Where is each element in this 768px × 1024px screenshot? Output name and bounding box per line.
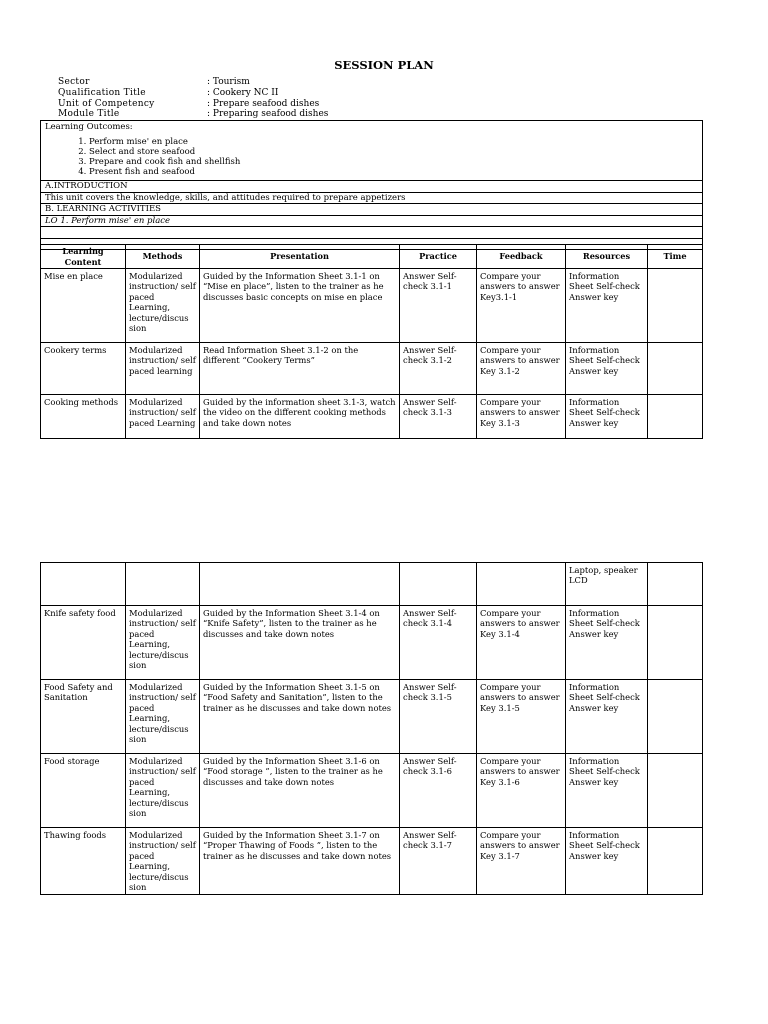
cell-time [648, 680, 703, 754]
learning-outcome-item: 1. Perform mise' en place [89, 137, 698, 147]
meta-row-qualification [58, 88, 328, 99]
cell-resources: Laptop, speaker LCD [566, 563, 648, 606]
meta-value: : Cookery NC II [207, 87, 279, 98]
cell-methods: Modularized instruction/ self paced Learning, lecture/discus sion [126, 680, 200, 754]
cell-practice [400, 563, 477, 606]
meta-label: Unit of Competency [58, 98, 155, 109]
meta-row-competency [58, 99, 328, 110]
cell-feedback [477, 563, 566, 606]
cell-feedback: Compare your answers to answer Key 3.1-4 [477, 606, 566, 680]
page-title: SESSION PLAN [334, 58, 434, 72]
cell-practice: Answer Self-check 3.1-2 [400, 343, 477, 395]
cell-content: Food storage [41, 754, 126, 828]
cell-feedback: Compare your answers to answer Key3.1-1 [477, 269, 566, 343]
learning-outcomes-label: Learning Outcomes: [45, 122, 133, 132]
cell-practice: Answer Self-check 3.1-6 [400, 754, 477, 828]
table-row [41, 680, 703, 754]
header-methods: Methods [126, 245, 200, 269]
cell-presentation [200, 563, 400, 606]
cell-practice: Answer Self-check 3.1-4 [400, 606, 477, 680]
cell-content: Knife safety food [41, 606, 126, 680]
header-feedback: Feedback [477, 245, 566, 269]
cell-methods: Modularized instruction/ self paced Learning, lecture/discus sion [126, 269, 200, 343]
learning-outcome-item: 2. Select and store seafood [89, 147, 698, 157]
meta-value: : Prepare seafood dishes [207, 98, 320, 109]
cell-practice: Answer Self-check 3.1-3 [400, 395, 477, 439]
cell-practice: Answer Self-check 3.1-5 [400, 680, 477, 754]
cell-time [648, 343, 703, 395]
table-row [41, 395, 703, 439]
cell-methods: Modularized instruction/ self paced learning [126, 343, 200, 395]
cell-time [648, 563, 703, 606]
cell-methods: Modularized instruction/ self paced Learning [126, 395, 200, 439]
activities-table-continued [40, 562, 703, 895]
meta-row-module [58, 109, 328, 120]
lo1-heading: LO 1. Perform mise' en place [41, 216, 702, 228]
cell-methods: Modularized instruction/ self paced Learning, lecture/discus sion [126, 828, 200, 895]
cell-time [648, 395, 703, 439]
learning-outcome-item: 4. Present fish and seafood [89, 167, 698, 177]
cell-feedback: Compare your answers to answer Key 3.1-3 [477, 395, 566, 439]
header-time: Time [648, 245, 703, 269]
table-row [41, 606, 703, 680]
cell-resources: Information Sheet Self-check Answer key [566, 754, 648, 828]
learning-outcome-item: 3. Prepare and cook fish and shellfish [89, 157, 698, 167]
cell-practice: Answer Self-check 3.1-1 [400, 269, 477, 343]
cell-presentation: Guided by the Information Sheet 3.1-4 on “Knife Safety”, listen to the trainer as he discusses and take down notes [200, 606, 400, 680]
cell-methods [126, 563, 200, 606]
cell-presentation: Guided by the information sheet 3.1-3, watch the video on the different cooking methods and take down notes [200, 395, 400, 439]
cell-time [648, 754, 703, 828]
cell-content: Cooking methods [41, 395, 126, 439]
cell-time [648, 269, 703, 343]
cell-content: Mise en place [41, 269, 126, 343]
activities-table [40, 244, 703, 439]
meta-label: Qualification Title [58, 87, 146, 98]
cell-feedback: Compare your answers to answer Key 3.1-2 [477, 343, 566, 395]
cell-resources: Information Sheet Self-check Answer key [566, 269, 648, 343]
cell-feedback: Compare your answers to answer Key 3.1-5 [477, 680, 566, 754]
cell-feedback: Compare your answers to answer Key 3.1-7 [477, 828, 566, 895]
table-row [41, 269, 703, 343]
meta-value: : Tourism [207, 77, 250, 87]
cell-presentation: Guided by the Information Sheet 3.1-1 on “Mise en place”, listen to the trainer as he discusses basic concepts on mise en place [200, 269, 400, 343]
cell-content: Thawing foods [41, 828, 126, 895]
cell-content [41, 563, 126, 606]
cell-content: Food Safety and Sanitation [41, 680, 126, 754]
meta-label: Sector [58, 77, 90, 87]
learning-activities-heading: B. LEARNING ACTIVITIES [41, 204, 702, 216]
plan-outline-box [40, 120, 703, 250]
cell-feedback: Compare your answers to answer Key 3.1-6 [477, 754, 566, 828]
plan-metadata [58, 77, 328, 120]
cell-resources: Information Sheet Self-check Answer key [566, 606, 648, 680]
cell-methods: Modularized instruction/ self paced Learning, lecture/discus sion [126, 606, 200, 680]
table-row [41, 754, 703, 828]
introduction-heading: A.INTRODUCTION [41, 181, 702, 193]
cell-presentation: Guided by the Information Sheet 3.1-7 on “Proper Thawing of Foods ”, listen to the trainer as he discusses and take down notes [200, 828, 400, 895]
header-learning-content: Learning Content [41, 245, 126, 269]
cell-content: Cookery terms [41, 343, 126, 395]
cell-resources: Information Sheet Self-check Answer key [566, 828, 648, 895]
meta-value: : Preparing seafood dishes [207, 109, 329, 120]
blank-row [41, 227, 702, 239]
header-practice: Practice [400, 245, 477, 269]
cell-resources: Information Sheet Self-check Answer key [566, 680, 648, 754]
header-presentation: Presentation [200, 245, 400, 269]
cell-resources: Information Sheet Self-check Answer key [566, 343, 648, 395]
introduction-text: This unit covers the knowledge, skills, and attitudes required to prepare appetizers [41, 193, 702, 205]
learning-outcomes-list [45, 137, 698, 178]
cell-time [648, 828, 703, 895]
cell-practice: Answer Self-check 3.1-7 [400, 828, 477, 895]
meta-label: Module Title [58, 109, 120, 120]
cell-presentation: Read Information Sheet 3.1-2 on the different “Cookery Terms” [200, 343, 400, 395]
cell-resources: Information Sheet Self-check Answer key [566, 395, 648, 439]
cell-presentation: Guided by the Information Sheet 3.1-5 on “Food Safety and Sanitation”, listen to the trainer as he discusses and take down notes [200, 680, 400, 754]
cell-time [648, 606, 703, 680]
header-resources: Resources [566, 245, 648, 269]
cell-presentation: Guided by the Information Sheet 3.1-6 on “Food storage ”, listen to the trainer as he discusses and take down notes [200, 754, 400, 828]
table-header-row [41, 245, 703, 269]
meta-row-sector [58, 77, 328, 88]
table-row [41, 563, 703, 606]
table-row [41, 343, 703, 395]
cell-methods: Modularized instruction/ self paced Learning, lecture/discus sion [126, 754, 200, 828]
table-row [41, 828, 703, 895]
learning-outcomes-section [41, 121, 702, 181]
